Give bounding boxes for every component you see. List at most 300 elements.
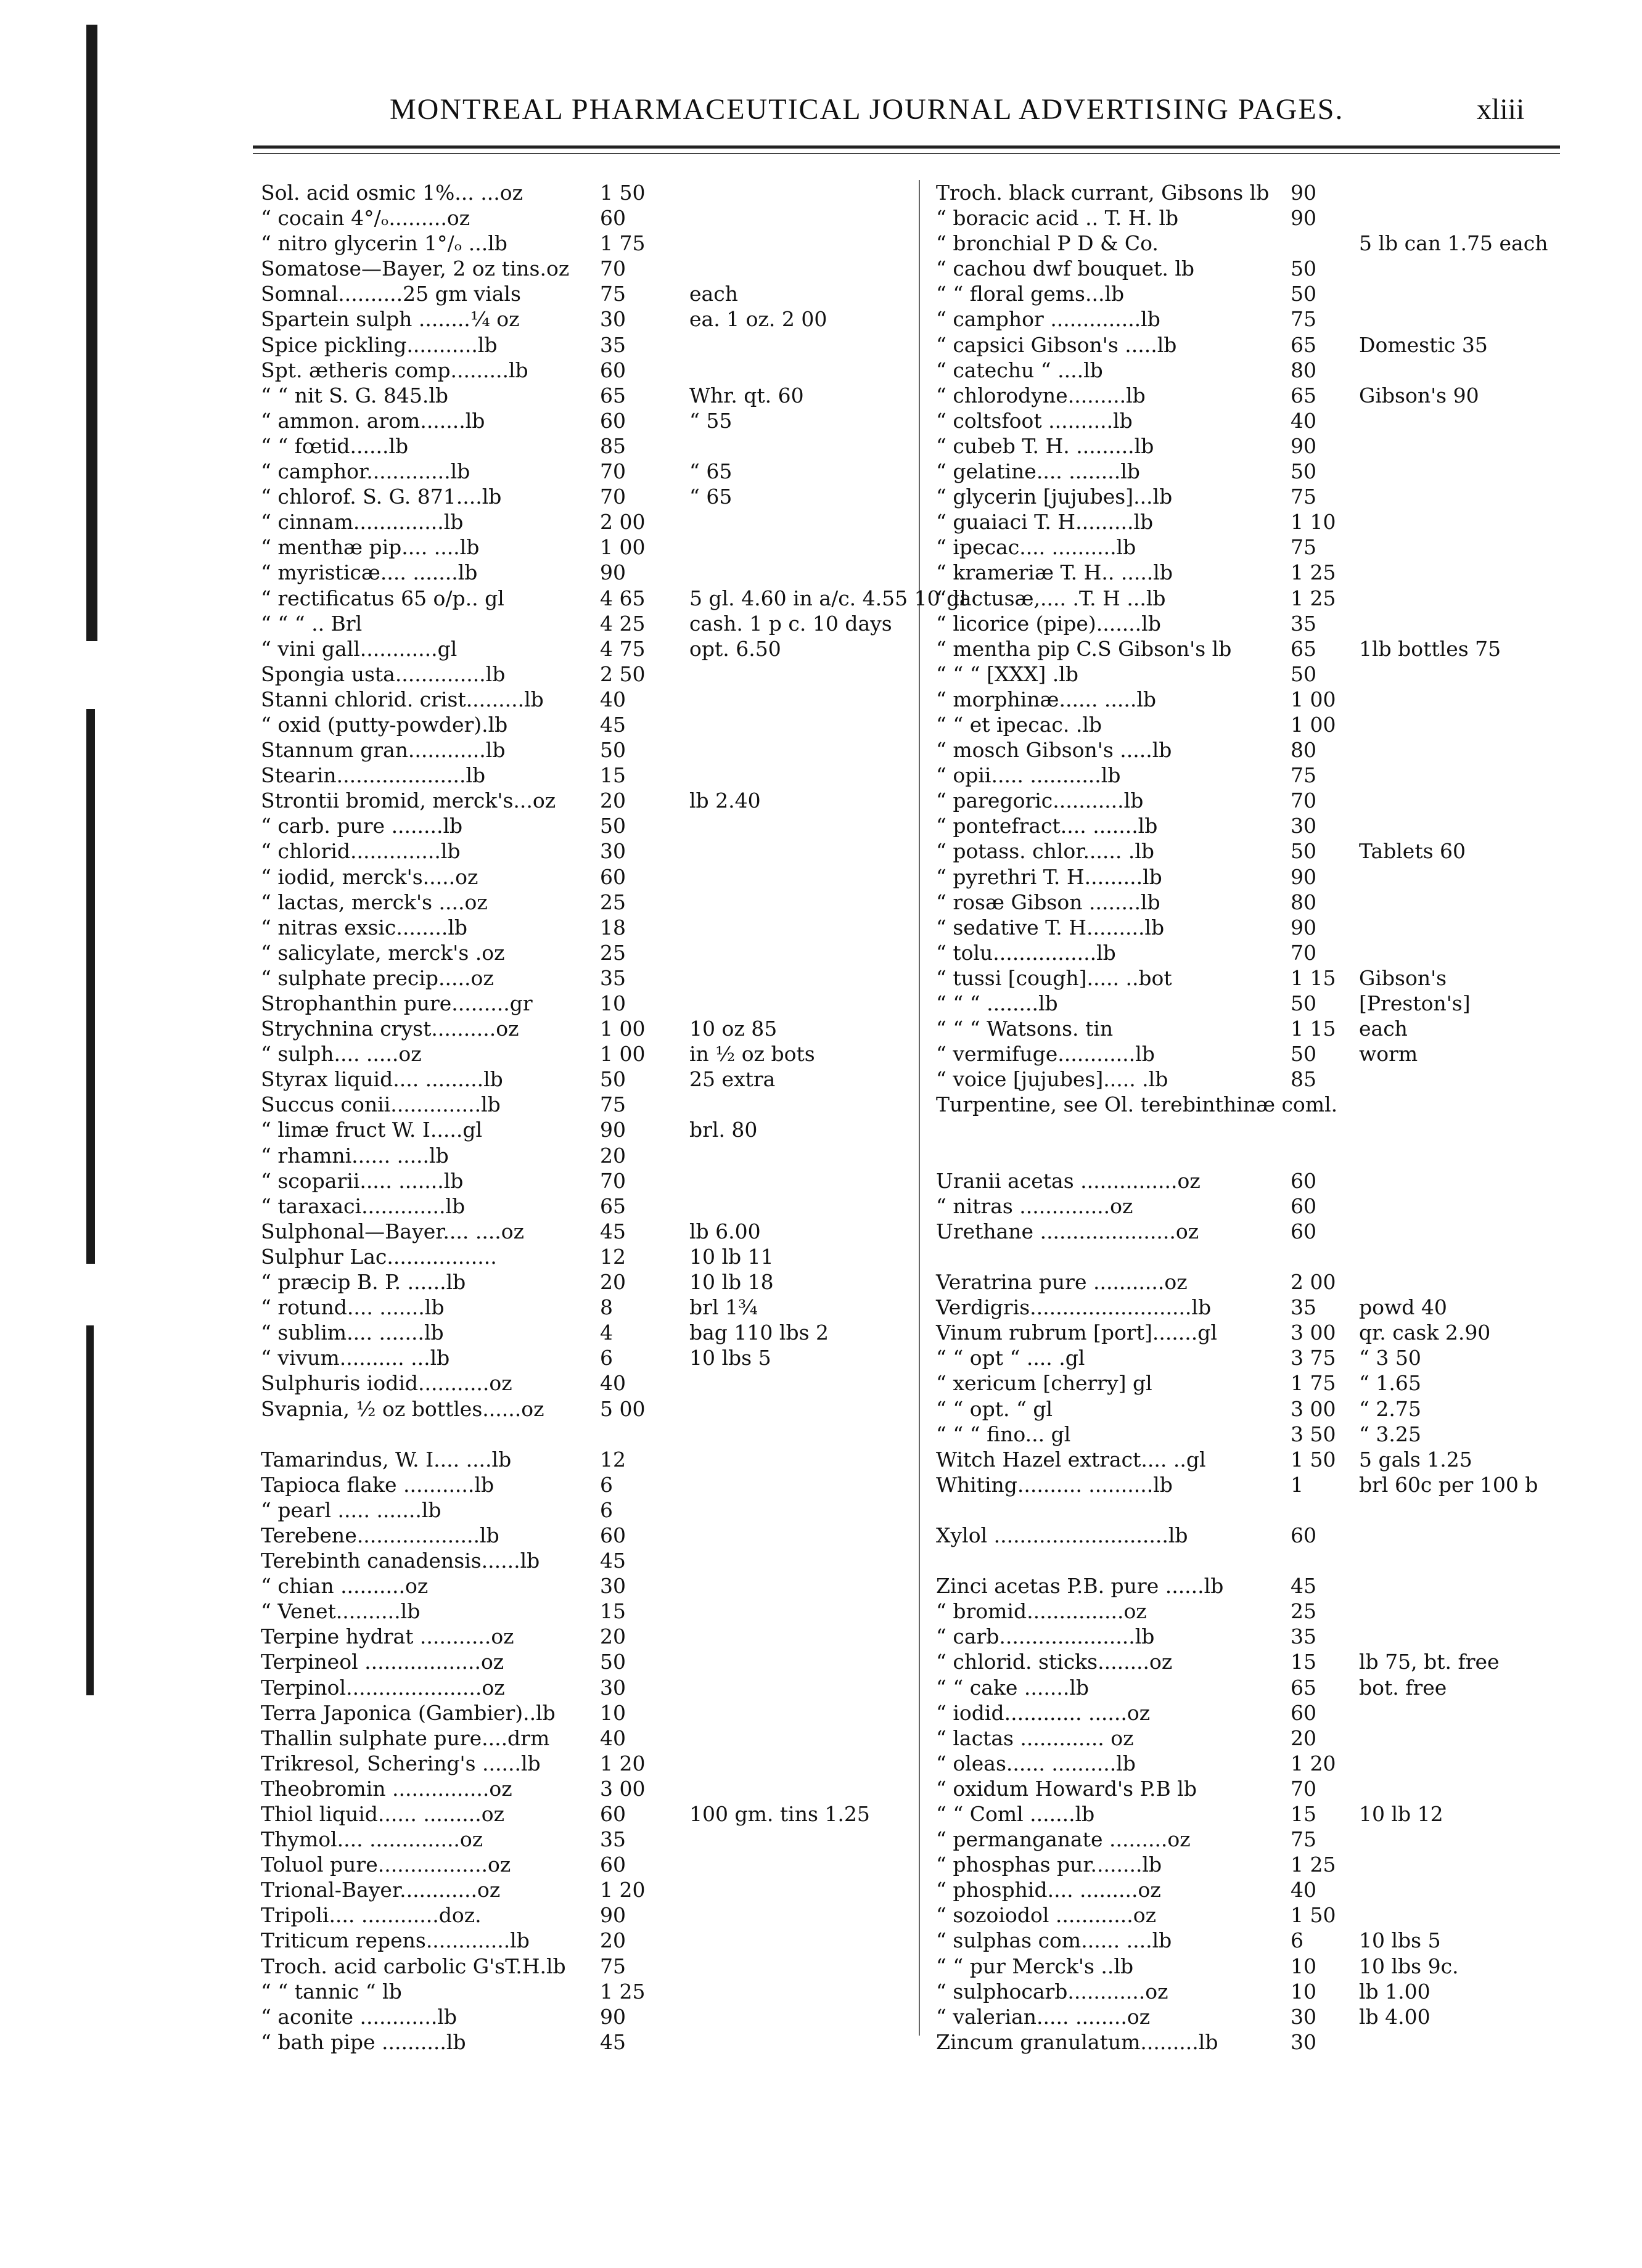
item-name: Veratrina pure ...........oz [936,1270,1188,1295]
item-name: “ carb. pure ........lb [261,814,463,838]
item-name: “ bath pipe ..........lb [261,2029,466,2054]
price-list-row [261,534,924,560]
price-list-row [936,1092,1636,1117]
item-price: 1 75 [1291,1371,1336,1396]
item-price: 60 [1291,1168,1316,1193]
item-price: 70 [1291,1776,1316,1801]
item-name: “ chlorof. S. G. 871....lb [261,485,502,509]
price-list-row [936,1599,1636,1624]
price-list-row [936,1928,1636,1953]
price-list-row [261,1599,924,1624]
item-price: 10 [600,991,626,1015]
item-price: 1 00 [600,1017,646,1041]
price-list-row [261,205,924,231]
price-list-row [936,180,1636,205]
item-price: 25 [1291,1599,1316,1624]
item-name: “ menthæ pip.... ....lb [261,535,480,560]
item-note: lb 4.00 [1359,2004,1431,2029]
item-price: 1 20 [600,1878,646,1902]
item-name: Uranii acetas ...............oz [936,1168,1201,1193]
item-price: 6 [600,1346,613,1370]
item-price: 70 [600,485,626,509]
price-list-row [936,890,1636,915]
price-list-row [936,1726,1636,1751]
price-list-row [261,788,924,813]
item-price: 1 25 [600,1979,646,2004]
item-name: Troch. acid carbolic G'sT.H.lb [261,1954,566,1978]
item-name: “ “ “ fino... gl [936,1422,1071,1446]
price-list-row [261,180,924,205]
price-list-row [261,1801,924,1827]
item-note: brl 1¾ [689,1295,758,1320]
price-list-row [936,1624,1636,1649]
price-list-row [261,1244,924,1269]
item-name: “ nitras exsic........lb [261,915,468,940]
item-name: Styrax liquid.... .........lb [261,1067,503,1092]
item-price: 8 [600,1295,613,1320]
item-price: 60 [600,1852,626,1877]
item-name: “ capsici Gibson's .....lb [936,332,1177,357]
item-price: 65 [1291,383,1316,407]
price-list-row [936,358,1636,383]
item-name: Vinum rubrum [port].......gl [936,1320,1217,1345]
price-list-row [261,1776,924,1801]
item-note: “ 3 50 [1359,1346,1421,1370]
item-name: “ “ fœtid......lb [261,433,409,458]
item-price: 80 [1291,738,1316,763]
item-price: 45 [600,1549,626,1573]
item-price: 4 65 [600,586,646,610]
price-list-row [261,1472,924,1497]
item-price: 80 [1291,358,1316,382]
item-price: 90 [600,560,626,585]
item-price: 90 [1291,181,1316,205]
item-name: “ pyrethri T. H.........lb [936,864,1162,889]
price-list-row [261,1827,924,1852]
item-name: “ krameriæ T. H.. .....lb [936,560,1173,585]
item-name: Somnal..........25 gm vials [261,282,521,306]
item-price: 30 [600,1675,626,1700]
price-list-row [936,433,1636,459]
item-name: “ Venet..........lb [261,1599,421,1624]
item-note: ea. 1 oz. 2 00 [689,307,827,332]
price-list-row [936,1852,1636,1877]
item-name: “ chlorodyne.........lb [936,383,1146,407]
item-note: 25 extra [689,1067,776,1092]
item-note: “ 65 [689,459,733,484]
item-name: “ iodid............ ......oz [936,1700,1151,1725]
item-note: lb 6.00 [689,1219,761,1243]
price-list-row [261,1295,924,1320]
price-list-row [936,1041,1636,1066]
item-price: 50 [1291,282,1316,306]
item-price: 50 [600,1067,626,1092]
item-name: “ sulphocarb............oz [936,1979,1168,2004]
price-list-row [936,1447,1636,1472]
item-price: 65 [1291,332,1316,357]
item-name: Xylol ...........................lb [936,1523,1188,1547]
item-price: 75 [600,1954,626,1978]
price-list-row [261,1852,924,1877]
price-list-row [936,611,1636,636]
price-list-row [261,1117,924,1142]
item-note: worm [1359,1042,1418,1066]
price-list-row [261,965,924,991]
item-name: “ rotund.... .......lb [261,1295,445,1320]
price-list-row [936,1649,1636,1674]
item-price: 60 [600,1523,626,1547]
left-price-column [261,180,966,2055]
price-list-row [936,1523,1636,1548]
item-name: Svapnia, ½ oz bottles......oz [261,1396,544,1421]
item-note: 10 oz 85 [689,1017,778,1041]
item-note: bot. free [1359,1675,1447,1700]
price-list-row [261,1700,924,1726]
item-note: Tablets 60 [1359,839,1466,864]
item-name: Terpinol.....................oz [261,1675,505,1700]
item-price: 4 25 [600,611,646,636]
item-name: “ sublim.... .......lb [261,1320,444,1345]
section-gap [936,1244,1636,1269]
price-list-row [936,306,1636,332]
item-name: “ licorice (pipe).......lb [936,611,1161,636]
item-name: Trional-Bayer............oz [261,1878,501,1902]
item-price: 50 [1291,256,1316,281]
item-name: Tamarindus, W. I.... ....lb [261,1447,512,1472]
price-list-row [936,1675,1636,1700]
item-name: Spice pickling...........lb [261,332,498,357]
price-list-row [261,1016,924,1041]
item-name: Toluol pure.................oz [261,1852,511,1877]
item-name: “ valerian..... ........oz [936,2004,1151,2029]
section-gap [261,1422,924,1447]
item-note: 5 gl. 4.60 in a/c. 4.55 10 gl [689,586,966,610]
item-note: each [1359,1017,1408,1041]
item-note: “ 55 [689,408,733,433]
item-name: “ “ floral gems...lb [936,282,1125,306]
item-name: “ permanganate .........oz [936,1827,1191,1852]
item-price: 30 [1291,2004,1316,2029]
price-list-row [261,1168,924,1193]
price-list-row [261,459,924,484]
item-name: “ “ “ [XXX] .lb [936,661,1078,686]
item-name: “ “ “ .. Brl [261,611,363,636]
item-price: 60 [600,358,626,382]
item-name: Whiting.......... ..........lb [936,1472,1173,1497]
item-note: 10 lbs 5 [689,1346,771,1370]
price-list-row [936,256,1636,281]
price-list-row [936,1954,1636,1979]
item-name: “ lactas, merck's ....oz [261,890,488,914]
item-name: “ salicylate, merck's .oz [261,940,505,965]
item-price: 1 25 [1291,1852,1336,1877]
item-name: “ chian ..........oz [261,1574,429,1599]
item-price: 1 50 [1291,1903,1336,1928]
item-note: brl 60c per 100 b [1359,1472,1538,1497]
price-list-row [261,1877,924,1902]
item-note: powd 40 [1359,1295,1447,1320]
item-note: 100 gm. tins 1.25 [689,1802,870,1826]
item-price: 50 [1291,991,1316,1015]
item-price: 3 00 [600,1776,646,1801]
price-list-row [936,281,1636,306]
item-name: “ sulph.... .....oz [261,1042,422,1066]
item-note: 1lb bottles 75 [1359,636,1501,661]
item-name: “ tolu................lb [936,940,1116,965]
item-name: Urethane .....................oz [936,1219,1199,1243]
price-list-row [261,712,924,737]
item-price: 75 [1291,485,1316,509]
price-list-row [936,1472,1636,1497]
item-note: lb 1.00 [1359,1979,1431,2004]
item-name: “ taraxaci.............lb [261,1193,466,1218]
item-price: 50 [1291,459,1316,484]
price-list-row [936,1877,1636,1902]
price-list-row [936,1016,1636,1041]
item-price: 35 [600,332,626,357]
price-list-row [261,1066,924,1092]
item-price: 15 [1291,1802,1316,1826]
item-name: “ voice [jujubes]..... .lb [936,1067,1168,1092]
item-name: Sulphuris iodid...........oz [261,1371,512,1396]
item-name: “ pearl ..... .......lb [261,1497,441,1522]
price-list-row [936,864,1636,890]
price-list-row [936,687,1636,712]
item-price: 45 [600,2029,626,2054]
item-price: 65 [1291,636,1316,661]
item-name: “ vivum.......... ...lb [261,1346,450,1370]
item-note: cash. 1 p c. 10 days [689,611,892,636]
item-price: 90 [600,2004,626,2029]
item-price: 75 [600,282,626,306]
item-price: 20 [600,1928,626,1953]
item-price: 40 [1291,408,1316,433]
item-price: 35 [600,965,626,990]
price-list-row [261,1092,924,1117]
item-note: Gibson's [1359,965,1447,990]
item-price: 4 75 [600,636,646,661]
price-list-row [261,1675,924,1700]
price-list-row [936,1193,1636,1219]
item-price: 50 [600,738,626,763]
item-name: “ cinnam..............lb [261,510,464,534]
item-price: 1 20 [600,1751,646,1775]
item-price: 6 [600,1497,613,1522]
item-note: 5 gals 1.25 [1359,1447,1472,1472]
item-name: “ chlorid..............lb [261,839,461,864]
price-list-row [936,915,1636,940]
price-list-row [261,231,924,256]
item-price: 20 [600,1624,626,1649]
item-price: 70 [600,459,626,484]
item-price: 6 [600,1472,613,1497]
item-name: Verdigris.........................lb [936,1295,1212,1320]
item-name: “ “ “ Watsons. tin [936,1017,1114,1041]
item-price: 10 [1291,1979,1316,2004]
price-list-row [261,763,924,788]
journal-title: MONTREAL PHARMACEUTICAL JOURNAL ADVERTISING PAGES. [390,93,1344,126]
item-note: bag 110 lbs 2 [689,1320,829,1345]
item-name: Trikresol, Schering's ......lb [261,1751,541,1775]
price-list-row [936,1370,1636,1396]
page-header [0,92,1642,136]
price-list-row [936,991,1636,1016]
header-rule-thick [253,145,1560,149]
item-price: 40 [1291,1878,1316,1902]
item-price: 1 00 [600,1042,646,1066]
item-note: “ 2.75 [1359,1396,1421,1421]
item-name: “ phosphid.... .........oz [936,1878,1161,1902]
price-list-row [261,611,924,636]
item-price: 30 [1291,2029,1316,2054]
item-name: “ opii..... ...........lb [936,763,1121,788]
item-price: 90 [1291,433,1316,458]
item-price: 1 20 [1291,1751,1336,1775]
item-name: “ phosphas pur........lb [936,1852,1162,1877]
item-name: “ ipecac.... ..........lb [936,535,1136,560]
item-name: “ rectificatus 65 o/p.. gl [261,586,504,610]
price-list-row [261,256,924,281]
header-rule-thin [253,153,1560,154]
item-price: 50 [600,814,626,838]
item-price: 15 [1291,1650,1316,1674]
price-list-row [261,1143,924,1168]
price-list-row [936,2029,1636,2055]
item-price: 1 25 [1291,586,1336,610]
price-list-row [261,687,924,712]
item-name: “ chlorid. sticks........oz [936,1650,1173,1674]
price-list-row [936,1827,1636,1852]
item-name: “ morphinæ...... .....lb [936,687,1157,711]
price-list-row [261,1624,924,1649]
item-name: Terra Japonica (Gambier)..lb [261,1700,556,1725]
item-name: “ rosæ Gibson ........lb [936,890,1160,914]
item-name: “ nitro glycerin 1°/ₒ ...lb [261,231,507,256]
item-name: Zinci acetas P.B. pure ......lb [936,1574,1224,1599]
price-list-row [936,712,1636,737]
price-list-row [261,358,924,383]
price-list-row [261,1345,924,1370]
item-note: “ 3.25 [1359,1422,1421,1446]
item-price: 40 [600,1371,626,1396]
item-name: Spartein sulph ........¼ oz [261,307,520,332]
item-price: 70 [1291,788,1316,813]
item-name: “ camphor ..............lb [936,307,1160,332]
item-name: “ ammon. arom.......lb [261,408,485,433]
price-list-row [261,1751,924,1776]
item-price: 18 [600,915,626,940]
item-name: “ lactusæ,.... .T. H ...lb [936,586,1166,610]
item-name: “ coltsfoot ..........lb [936,408,1133,433]
price-list-row [261,1320,924,1345]
price-list-row [261,586,966,611]
item-price: 50 [1291,1042,1316,1066]
item-price: 2 00 [1291,1270,1336,1295]
item-name: Turpentine, see Ol. terebinthinæ coml. [936,1092,1338,1117]
item-name: Terpine hydrat ...........oz [261,1624,514,1649]
price-list-row [261,1396,924,1422]
price-list-row [936,1776,1636,1801]
item-price: 50 [1291,661,1316,686]
item-price: 50 [600,1650,626,1674]
item-price: 1 50 [600,181,646,205]
item-note: Gibson's 90 [1359,383,1479,407]
item-name: Theobromin ...............oz [261,1776,512,1801]
item-price: 90 [600,1118,626,1142]
item-note: qr. cask 2.90 [1359,1320,1491,1345]
item-price: 1 15 [1291,1017,1336,1041]
item-name: “ iodid, merck's.....oz [261,864,478,889]
price-list-row [936,1320,1636,1345]
item-price: 60 [600,206,626,231]
section-gap [936,1143,1636,1168]
price-list-row [936,2004,1636,2029]
price-list-row [936,1751,1636,1776]
item-name: “ myristicæ.... .......lb [261,560,478,585]
item-name: “ mosch Gibson's .....lb [936,738,1172,763]
right-price-column [936,180,1636,2055]
item-price: 60 [600,864,626,889]
item-note: [Preston's] [1359,991,1471,1015]
item-price: 35 [1291,1624,1316,1649]
price-list-row [936,1269,1636,1295]
item-price: 20 [600,1270,626,1295]
price-list-row [261,2029,924,2055]
item-price: 1 10 [1291,510,1336,534]
item-name: “ “ opt “ .... .gl [936,1346,1085,1370]
item-price: 75 [1291,535,1316,560]
price-list-row [261,915,924,940]
price-list-row [261,332,924,358]
item-note: brl. 80 [689,1118,758,1142]
price-list-row [936,1219,1636,1244]
price-list-row [936,1396,1636,1422]
item-note: lb 2.40 [689,788,761,813]
item-name: “ sedative T. H.........lb [936,915,1165,940]
item-note: 10 lb 18 [689,1270,774,1295]
item-price: 30 [600,1574,626,1599]
item-price: 75 [1291,307,1316,332]
item-name: “ cocain 4°/ₒ.........oz [261,206,470,231]
item-price: 1 00 [1291,712,1336,737]
item-price: 40 [600,687,626,711]
item-name: “ rhamni...... .....lb [261,1143,449,1168]
item-price: 35 [600,1827,626,1852]
item-name: Sol. acid osmic 1%... ...oz [261,181,523,205]
item-price: 30 [600,839,626,864]
price-list-row [936,459,1636,484]
item-name: Triticum repens.............lb [261,1928,530,1953]
price-list-row [261,813,924,838]
item-name: Terebene...................lb [261,1523,499,1547]
item-name: Spongia usta..............lb [261,661,506,686]
item-price: 15 [600,1599,626,1624]
item-name: Spt. ætheris comp.........lb [261,358,528,382]
item-name: “ sozoiodol ............oz [936,1903,1157,1928]
item-note: each [689,282,738,306]
price-list-row [936,1066,1636,1092]
binding-edge-middle [86,709,95,1264]
price-list-row [936,940,1636,965]
item-name: Sulphur Lac................. [261,1244,497,1269]
price-list-row [261,1979,924,2004]
item-name: Succus conii..............lb [261,1092,501,1117]
item-name: Strophanthin pure.........gr [261,991,533,1015]
item-price: 1 25 [1291,560,1336,585]
item-price: 85 [600,433,626,458]
item-price: 3 00 [1291,1320,1336,1345]
price-list-row [936,1801,1636,1827]
